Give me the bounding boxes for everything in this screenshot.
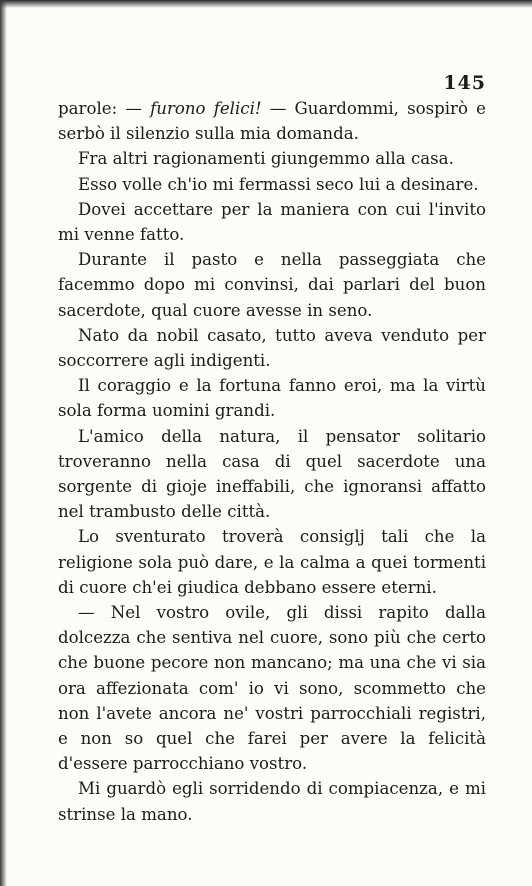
paragraph-7: Il coraggio e la fortuna fanno eroi, ma la virtù sola forma uomini grandi. (58, 376, 486, 421)
paragraph-1-italic: furono felici! (150, 99, 262, 118)
paragraph-9: Lo sventurato troverà consiglj tali che la religione sola può dare, e la calma a quei tormenti di cuore ch'ei giudica debbano essere eterni. (58, 527, 486, 597)
paragraph-8: L'amico della natura, il pensator solitario troveranno nella casa di quel sacerdote una sorgente di gioje ineffabili, che ignoransi affatto nel trambusto delle città. (58, 426, 486, 522)
page-top-edge (0, 0, 532, 8)
paragraph-3: Esso volle ch'io mi fermassi seco lui a desinare. (78, 174, 479, 194)
paragraph-6: Nato da nobil casato, tutto aveva venduto per soccorrere agli indigenti. (58, 325, 486, 371)
paragraph-1 (58, 96, 486, 146)
paragraph-10: — Nel vostro ovile, gli dissi rapito dalla dolcezza che sentiva nel cuore, sono più che certo che buone pecore non mancano; ma una che vi sia ora affezionata com' io vi sono, scommetto che non l'avete ancora ne' vostri parrocchiali registri, e non so quel che farei per avere la felicità d'essere parrocchiano vostro. (58, 603, 486, 774)
paragraph-4: Dovei accettare per la maniera con cui l'invito mi venne fatto. (58, 199, 486, 245)
paragraph-1-start: parole: — (58, 99, 151, 118)
paragraph-5: Durante il pasto e nella passeggiata che facemmo dopo mi convinsi, dai parlari del buon sacerdote, qual cuore avesse in seno. (58, 250, 486, 320)
paragraph-1-end: — Guardommi, sospirò e serbò il silenzio sulla mia domanda. (58, 99, 486, 144)
page-left-edge (0, 0, 7, 886)
body-text (58, 96, 486, 827)
paragraph-2: Fra altri ragionamenti giungemmo alla casa. (78, 149, 454, 169)
paragraph-11: Mi guardò egli sorridendo di compiacenza, e mi strinse la mano. (58, 779, 486, 824)
page-number: 145 (443, 72, 486, 94)
